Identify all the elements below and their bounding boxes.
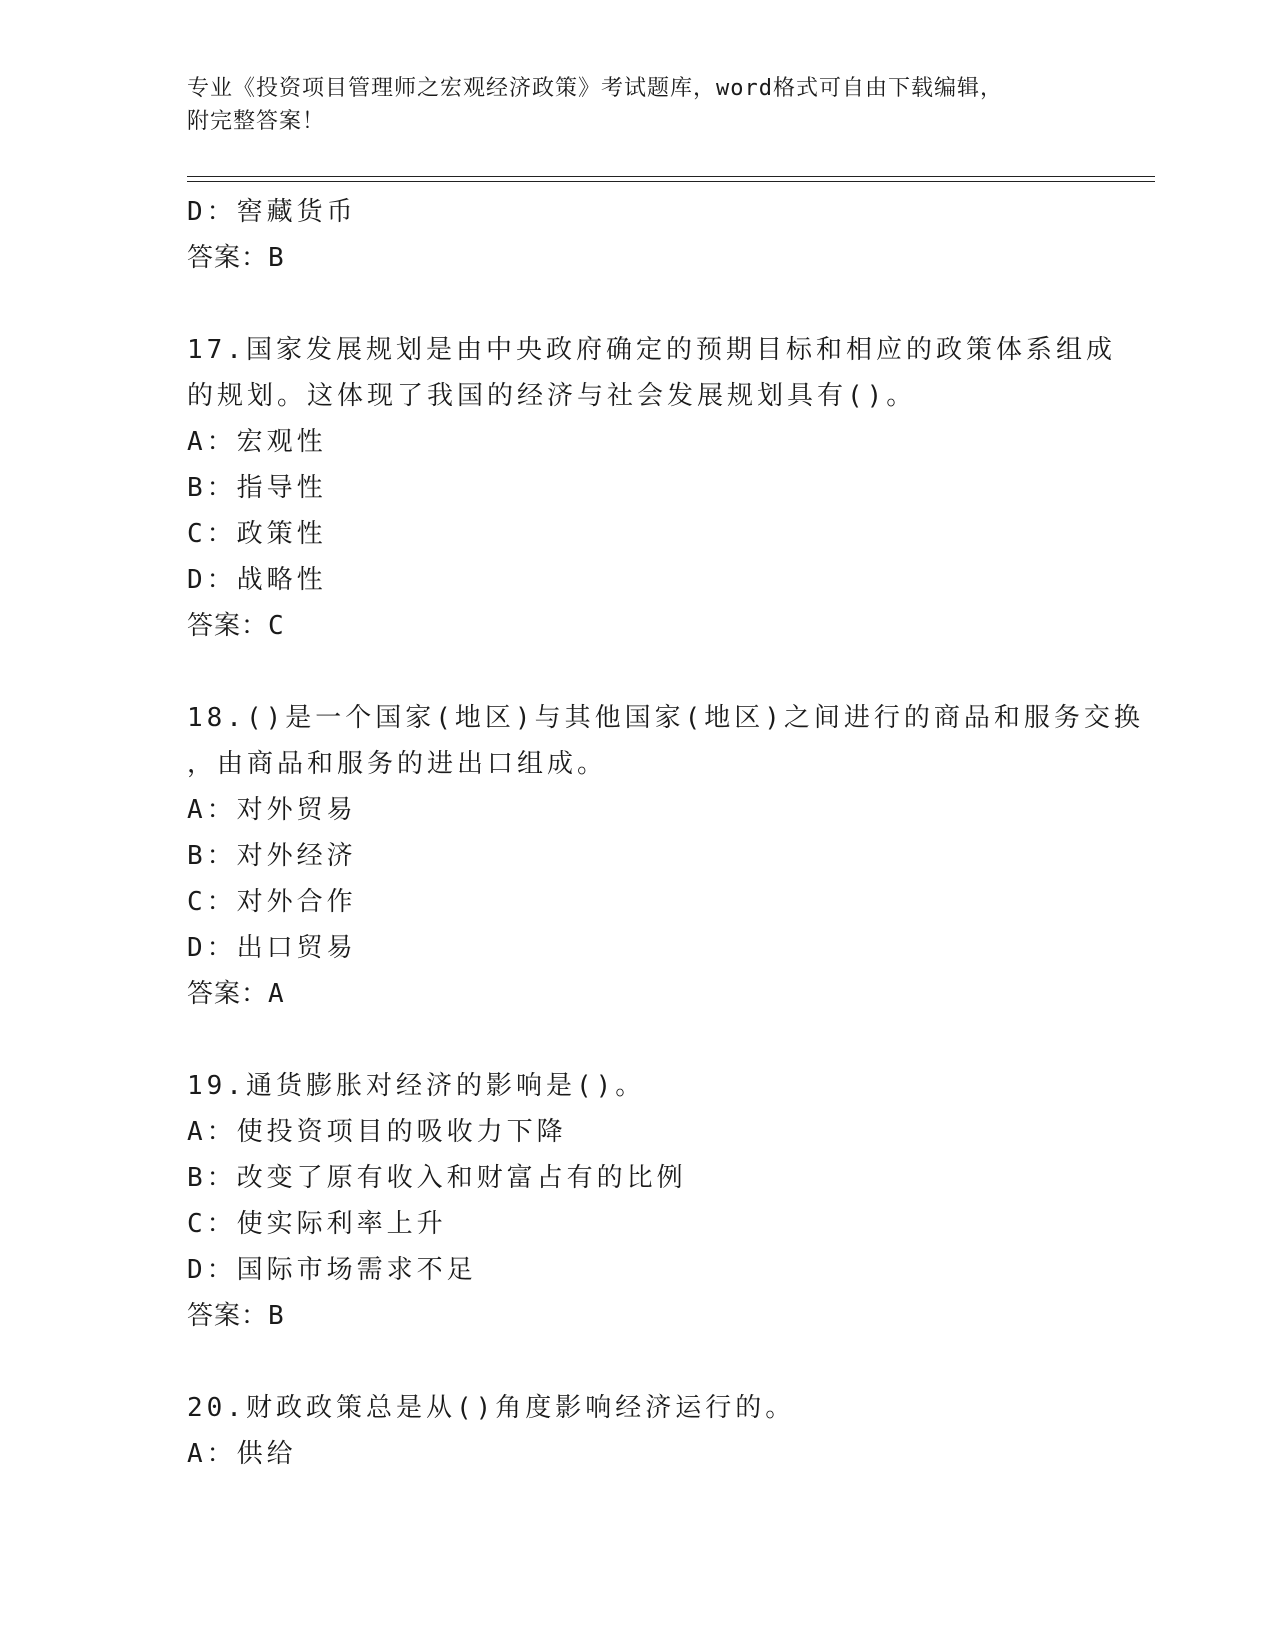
- question-stem: 的规划。这体现了我国的经济与社会发展规划具有()。: [187, 381, 917, 411]
- answer-label: 答案：: [187, 979, 269, 1009]
- answer-value: C: [268, 611, 285, 641]
- question-stem: 18.()是一个国家(地区)与其他国家(地区)之间进行的商品和服务交换: [187, 703, 1144, 733]
- header-line-1: 专业《投资项目管理师之宏观经济政策》考试题库，word格式可自由下载编辑，: [187, 76, 1003, 101]
- answer-value: B: [268, 1301, 285, 1331]
- option-d: D：出口贸易: [187, 933, 357, 963]
- question-18: [187, 695, 1144, 1017]
- question-19: [187, 1063, 1087, 1339]
- answer: [187, 1293, 1087, 1339]
- option-c: C：政策性: [187, 519, 327, 549]
- option-c: C：使实际利率上升: [187, 1209, 447, 1239]
- question-stem: 19.通货膨胀对经济的影响是()。: [187, 1071, 646, 1101]
- question-stem: 20.财政政策总是从()角度影响经济运行的。: [187, 1393, 796, 1423]
- answer-value: A: [268, 979, 285, 1009]
- question-stem: 17.国家发展规划是由中央政府确定的预期目标和相应的政策体系组成: [187, 335, 1116, 365]
- header-line-2: 附完整答案！: [187, 109, 326, 134]
- option-a: A：宏观性: [187, 427, 327, 457]
- answer: [187, 971, 1087, 1017]
- option-d: D：战略性: [187, 565, 327, 595]
- option-a: A：使投资项目的吸收力下降: [187, 1117, 567, 1147]
- answer: [187, 603, 1087, 649]
- option-c: C：对外合作: [187, 887, 357, 917]
- question-17: [187, 327, 1116, 649]
- header-divider-bottom: [187, 181, 1155, 182]
- answer-label: 答案：: [187, 243, 269, 273]
- question-stem: ，由商品和服务的进出口组成。: [187, 749, 608, 779]
- option-b: B：改变了原有收入和财富占有的比例: [187, 1163, 687, 1193]
- answer-label: 答案：: [187, 611, 269, 641]
- option-a: A：供给: [187, 1439, 297, 1469]
- option-b: B：指导性: [187, 473, 327, 503]
- prev-option-d: D：窖藏货币: [187, 197, 357, 227]
- option-a: A：对外贸易: [187, 795, 357, 825]
- question-list: [187, 189, 1144, 1477]
- option-d: D：国际市场需求不足: [187, 1255, 477, 1285]
- header-divider-top: [187, 176, 1155, 177]
- document-header: [187, 72, 1067, 138]
- answer-label: 答案：: [187, 1301, 269, 1331]
- option-b: B：对外经济: [187, 841, 357, 871]
- question-20: [187, 1385, 1087, 1477]
- prev-answer: [187, 235, 1087, 281]
- answer-value: B: [268, 243, 285, 273]
